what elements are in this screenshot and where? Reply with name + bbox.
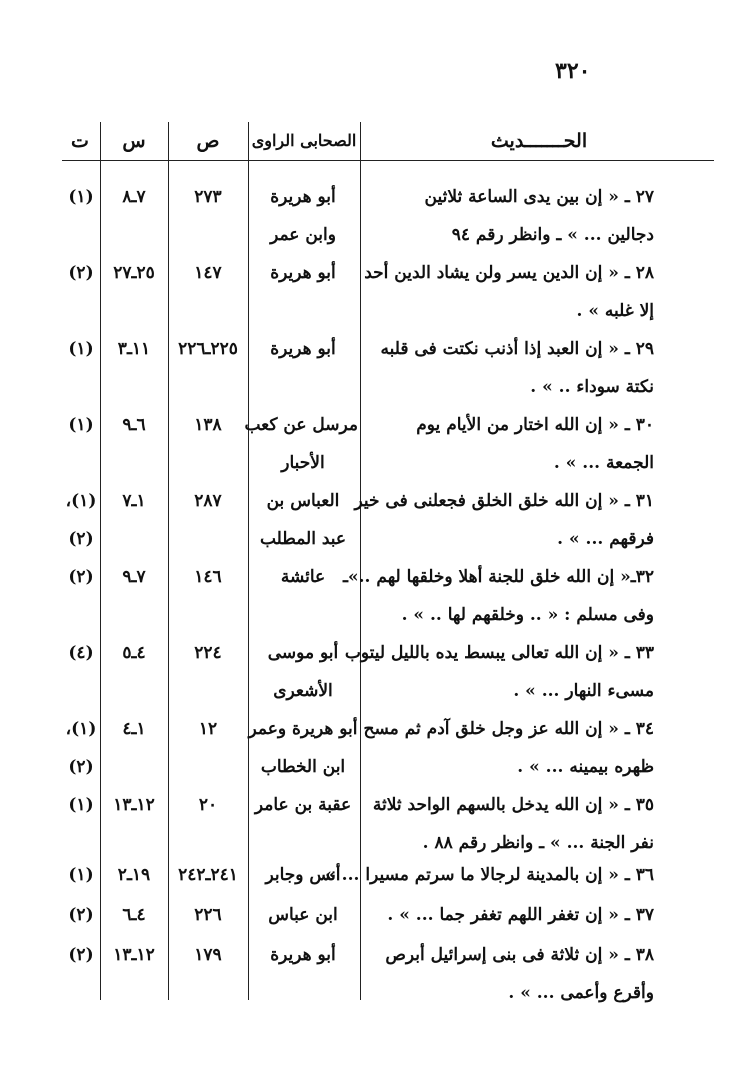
narrator-name: أبو هريرة	[270, 945, 336, 965]
note-reference: (١)،	[65, 719, 97, 739]
hadith-text-line: ٣٣ ـ « إن الله تعالى يبسط يده بالليل ليتوب	[344, 643, 654, 663]
note-reference: (١)	[68, 187, 94, 207]
note-reference: (١)	[68, 795, 94, 815]
hadith-text-line: فرقهم ... » .	[557, 529, 654, 549]
note-reference: (٢)	[68, 263, 94, 283]
page-reference: ١٧٩	[194, 945, 222, 965]
line-reference: ٤ـ٦	[122, 905, 146, 925]
line-reference: ١ـ٧	[122, 491, 146, 511]
header-line: س	[122, 130, 146, 152]
narrator-name: أبو هريرة وعمر	[248, 719, 358, 739]
page-reference: ١٤٧	[194, 263, 222, 283]
header-rule	[62, 160, 714, 161]
page-reference: ١٣٨	[194, 415, 222, 435]
line-reference: ١٢ـ١٣	[113, 795, 155, 815]
header-page: ص	[196, 130, 220, 152]
narrator-name: أبو هريرة	[270, 187, 336, 207]
line-reference: ٧ـ٩	[122, 567, 146, 587]
narrator-name: أبو هريرة	[270, 263, 336, 283]
page-reference: ٢٤١ـ٢٤٢	[178, 865, 238, 885]
narrator-name: عائشة	[280, 567, 326, 587]
narrator-name: عبد المطلب	[259, 529, 347, 549]
hadith-text-line: دجالين ... » ـ وانظر رقم ٩٤	[451, 225, 654, 245]
note-reference: (١)،	[65, 491, 97, 511]
page-number: ٣٢٠	[555, 58, 591, 84]
note-reference: (٢)	[68, 529, 94, 549]
hadith-text-line: إلا غلبه » .	[576, 301, 654, 321]
note-reference: (٢)	[68, 757, 94, 777]
page-reference: ٢٨٧	[194, 491, 222, 511]
hadith-text-line: ٢٧ ـ « إن بين يدى الساعة ثلاثين	[424, 187, 654, 207]
page-reference: ١٢	[198, 719, 218, 739]
note-reference: (٢)	[68, 945, 94, 965]
line-reference: ٤ـ٥	[122, 643, 146, 663]
hadith-text-line: الجمعة ... » .	[553, 453, 654, 473]
line-reference: ١٢ـ١٣	[113, 945, 155, 965]
narrator-name: وابن عمر	[270, 225, 336, 245]
hadith-text-line: مسىء النهار ... » .	[513, 681, 654, 701]
hadith-text-line: ٣٧ ـ « إن تغفر اللهم تغفر جما ... » .	[387, 905, 654, 925]
header-note: ت	[71, 130, 89, 152]
line-reference: ٧ـ٨	[122, 187, 146, 207]
hadith-text-line: وفى مسلم : « .. وخلقهم لها .. » .	[401, 605, 654, 625]
narrator-name: عقبة بن عامر	[254, 795, 352, 815]
hadith-text-line: ظهره بيمينه ... » .	[517, 757, 654, 777]
page-reference: ٢٧٣	[194, 187, 222, 207]
line-reference: ١٩ـ٢	[117, 865, 151, 885]
narrator-name: ابن الخطاب	[260, 757, 346, 777]
narrator-name: أبو هريرة	[270, 339, 336, 359]
narrator-name: الأشعرى	[273, 681, 333, 701]
narrator-name: مرسل عن كعب	[244, 415, 358, 435]
hadith-text-line: ٣١ ـ « إن الله خلق الخلق فجعلنى فى خير	[354, 491, 654, 511]
line-reference: ١ـ٤	[122, 719, 146, 739]
note-reference: (٤)	[68, 643, 94, 663]
note-reference: (٢)	[68, 905, 94, 925]
page-reference: ٢٢٤	[194, 643, 222, 663]
narrator-name: الأحبار	[281, 453, 325, 473]
hadith-text-line: نفر الجنة ... » ـ وانظر رقم ٨٨ .	[422, 833, 654, 853]
note-reference: (١)	[68, 415, 94, 435]
narrator-name: أنس وجابر	[265, 865, 341, 885]
line-reference: ٦ـ٩	[122, 415, 146, 435]
header-hadith: الحـــــــديث	[490, 130, 588, 152]
hadith-text-line: ٣٠ ـ « إن الله اختار من الأيام يوم	[416, 415, 654, 435]
page-reference: ١٤٦	[194, 567, 222, 587]
note-reference: (١)	[68, 865, 94, 885]
hadith-text-line: نكتة سوداء .. » .	[530, 377, 654, 397]
note-reference: (٢)	[68, 567, 94, 587]
narrator-name: أبو موسى	[267, 643, 339, 663]
page-reference: ٢٢٦	[194, 905, 222, 925]
hadith-text-line: ٢٩ ـ « إن العبد إذا أذنب نكتت فى قلبه	[380, 339, 654, 359]
hadith-text-line: ٣٢ـ« إن الله خلق للجنة أهلا وخلقها لهم ..»ـ	[343, 567, 654, 587]
note-reference: (١)	[68, 339, 94, 359]
hadith-text-line: ٣٥ ـ « إن الله يدخل بالسهم الواحد ثلاثة	[372, 795, 654, 815]
narrator-name: ابن عباس	[268, 905, 338, 925]
hadith-text-line: ٣٨ ـ « إن ثلاثة فى بنى إسرائيل أبرص	[385, 945, 654, 965]
hadith-text-line: ٣٦ ـ « إن بالمدينة لرجالا ما سرتم مسيرا ... »	[325, 865, 654, 885]
line-reference: ٢٥ـ٢٧	[113, 263, 155, 283]
hadith-text-line: ٢٨ ـ « إن الدين يسر ولن يشاد الدين أحد	[364, 263, 654, 283]
line-reference: ١١ـ٣	[117, 339, 151, 359]
hadith-text-line: ٣٤ ـ « إن الله عز وجل خلق آدم ثم مسح	[363, 719, 654, 739]
header-narrator: الصحابى الراوى	[251, 131, 357, 150]
narrator-name: العباس بن	[266, 491, 340, 511]
page-reference: ٢٠	[198, 795, 218, 815]
hadith-text-line: وأقرع وأعمى ... » .	[508, 983, 654, 1003]
page-reference: ٢٢٥ـ٢٢٦	[178, 339, 238, 359]
